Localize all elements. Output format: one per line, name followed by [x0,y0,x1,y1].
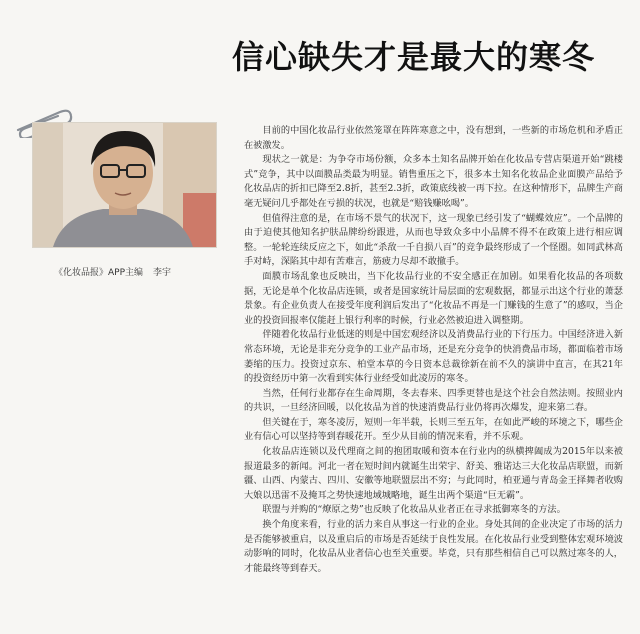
paragraph: 但值得注意的是，在市场不景气的状况下，这一现象已经引发了“蝴蝶效应”。一个品牌的由于迫使其他知名护肤品牌纷纷跟进，从而也导致众多中小品牌不得不在政策上进行相应调整。一轮轮连续反应之下，如此“杀敌一千自损八百”的竞争最终形成了一个怪圈。如同武林高手对峙，深陷其中却有苦难言，筋疲力尽却不敢撤手。 [244,212,623,268]
paragraph: 面膜市场乱象也反映出，当下化妆品行业的不安全感正在加剧。如果看化妆品的各项数据，无论是单个化妆品店连锁，或者是国家统计局层面的宏观数据，都显示出这个行业的萧瑟景象。有企业负责人在接受年度利润后发出了“化妆品不再是一门赚钱的生意了”的感叹，当企业的投资回报率仅能赶上银行利率的时候，行业必然被迫进入调整期。 [244,270,623,326]
article-title: 信心缺失才是最大的寒冬 [232,38,596,76]
paragraph: 联盟与并购的“燎原之势”也反映了化妆品从业者正在寻求抵御寒冬的方法。 [262,504,566,516]
paragraph: 目前的中国化妆品行业依然笼罩在阵阵寒意之中，没有想到，一些新的市场危机和矛盾正在被激发。 [244,125,623,151]
author-photo [32,122,217,248]
paragraph: 现状之一就是：为争夺市场份额，众多本土知名品牌开始在化妆品专营店渠道开始“跳楼式”竞争，其中以面膜品类最为明显。销售重压之下，很多本土知名化妆品企业面膜产品给予化妆品店的折扣已降至2.8折，甚至2.3折，政策底线被一再下拉。在这种情形下，品牌生产商毫无疑问几乎都处在亏损的状况，也就是“赔钱赚吆喝”。 [244,154,623,209]
paragraph: 伴随着化妆品行业低迷的则是中国宏观经济以及消费品行业的下行压力。中国经济进入新常态环境，无论是非充分竞争的工业产品市场，还是充分竞争的快消费品市场，都面临着市场萎缩的压力。投资过京东、柏堂本草的今日资本总裁徐新在前不久的演讲中直言，在其21年的投资经历中第一次看到实体行业经受如此凌厉的寒冬。 [244,329,623,385]
paragraph: 当然，任何行业都存在生命周期，冬去春来、四季更替也是这个社会自然法则。按照业内的共识，一旦经济回暖，以化妆品为首的快速消费品行业仍将再次爆发，迎来第二春。 [244,387,623,414]
paragraph: 但关键在于，寒冬凌厉，短则一年半载，长则三至五年，在如此严峻的环境之下，哪些企业有信心可以坚持等到春暖花开。至少从目前的情况来看，并不乐观。 [244,416,623,443]
caption-person: 李宇 [153,268,172,278]
article-body [244,124,623,576]
photo-caption [54,265,224,278]
paragraph: 换个角度来看，行业的活力来自从事这一行业的企业。身处其间的企业决定了市场的活力是否能够被重启，以及重启后的市场是否延续于良性发展。在化妆品行业受到整体宏观环境波动影响的同时，化妆品从业者信心也至关重要。毕竟，只有那些相信自己可以熬过寒冬的人，才能最终等到春天。 [244,519,623,574]
paragraph: 化妆品店连锁以及代理商之间的抱团取暖和资本在行业内的纵横捭阖成为2015年以来被报道最多的新闻。河北一者在短时间内就诞生出荣宇、舒美、雅诺达三大化妆品店联盟，而新疆、山西、内蒙古、四川、安徽等地联盟层出不穷；与此同时，柏亚通与青岛金王择舞者收购大娘以迅雷不及掩耳之势快速地域城略地，诞生出两个渠道“巨无霸”。 [244,446,623,501]
caption-publication: 《化妆品报》APP主编 [54,268,144,278]
